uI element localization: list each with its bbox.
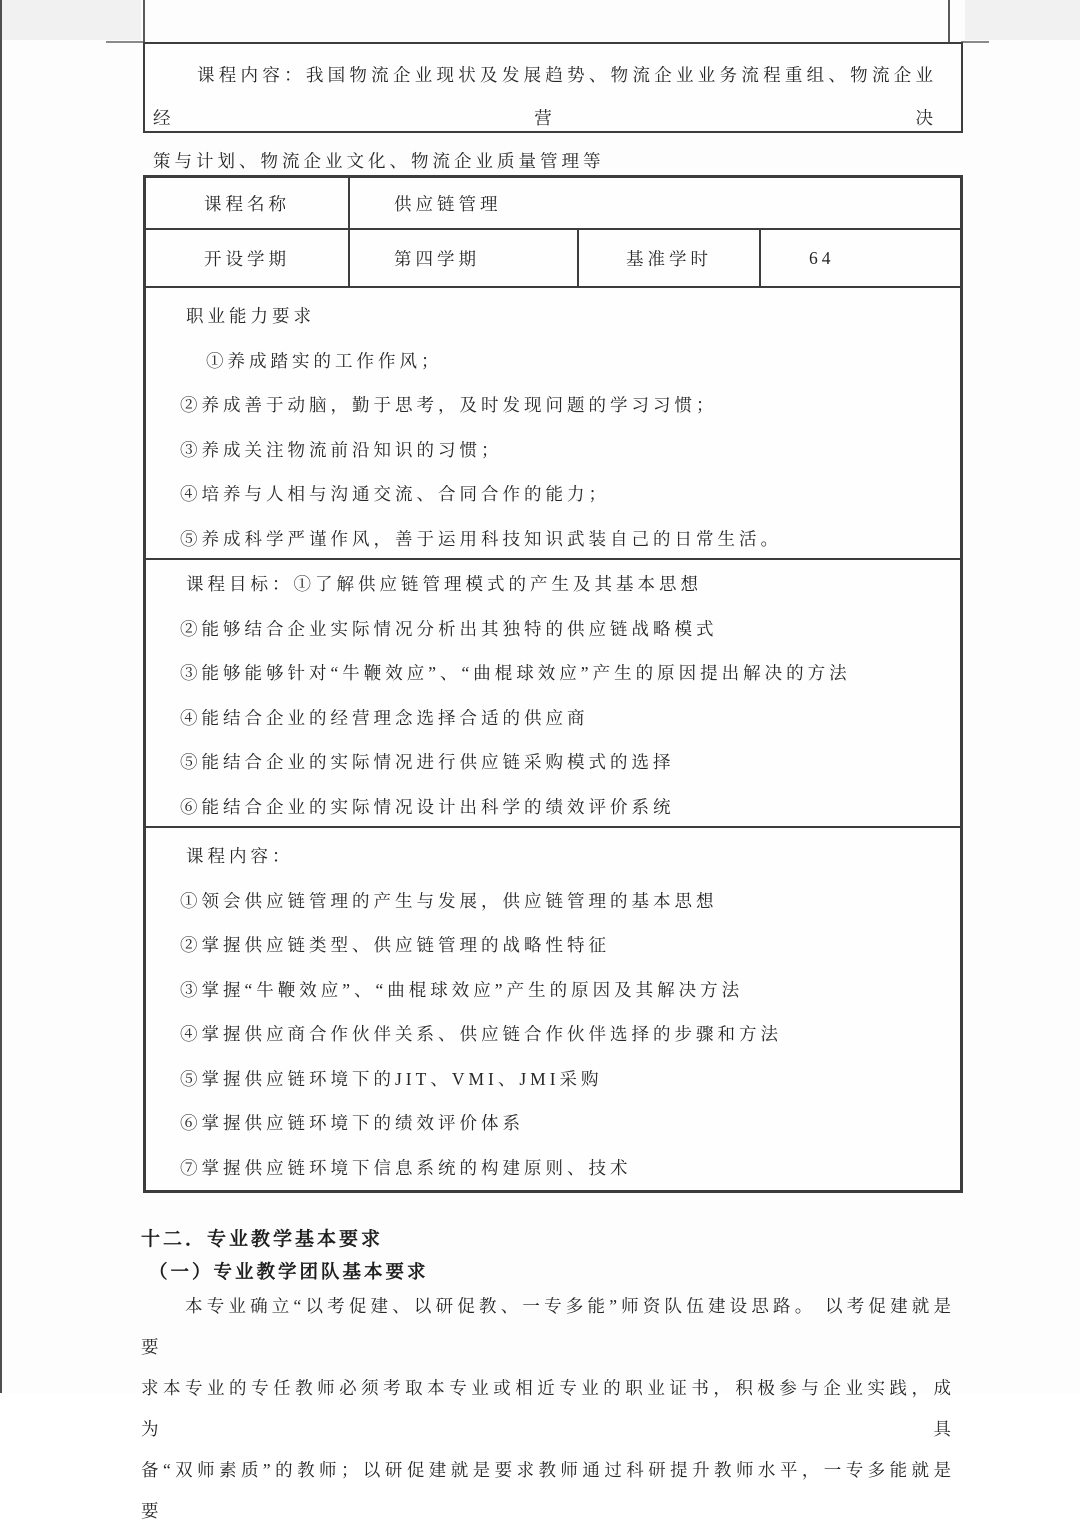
- content-item: ④掌握供应商合作伙伴关系、供应链合作伙伴选择的步骤和方法: [180, 1024, 782, 1044]
- ability-item: ④培养与人相与沟通交流、合同合作的能力；: [180, 484, 610, 504]
- paragraph-line: 求本专业的专任教师必须考取本专业或相近专业的职业证书，积极参与企业实践，成为具: [141, 1378, 955, 1439]
- content-item: ⑦掌握供应链环境下信息系统的构建原则、技术: [180, 1157, 632, 1178]
- content-item: ②掌握供应链类型、供应链管理的战略性特征: [180, 935, 610, 955]
- content-item: ⑤掌握供应链环境下的JIT、VMI、JMI采购: [180, 1068, 603, 1089]
- semester-value: 第四学期: [350, 230, 579, 286]
- objectives-item: 课程目标：①了解供应链管理模式的产生及其基本思想: [186, 574, 702, 594]
- course-name-value: 供应链管理: [394, 193, 502, 214]
- scan-shade-top-right: [965, 0, 1080, 40]
- objectives-item: ③能够能够针对“牛鞭效应”、“曲棍球效应”产生的原因提出解决的方法: [180, 663, 851, 683]
- course-table: [143, 175, 963, 1193]
- objectives-item: ⑥能结合企业的实际情况设计出科学的绩效评价系统: [180, 796, 675, 817]
- content-item: ①领会供应链管理的产生与发展，供应链管理的基本思想: [180, 890, 718, 911]
- prev-course-content-box: [143, 42, 963, 171]
- hours-value: 64: [809, 247, 835, 268]
- content-section: [146, 826, 960, 1190]
- hours-label: 基准学时: [579, 230, 761, 286]
- objectives-item: ②能够结合企业实际情况分析出其独特的供应链战略模式: [180, 618, 718, 639]
- paragraph-line: 备“双师素质”的教师；以研促建就是要求教师通过科研提升教师水平，一专多能就是要: [141, 1460, 955, 1521]
- ability-item: ①养成踏实的工作作风；: [206, 350, 443, 371]
- content-item: ③掌握“牛鞭效应”、“曲棍球效应”产生的原因及其解决方法: [180, 979, 744, 1000]
- objectives-item: ④能结合企业的经营理念选择合适的供应商: [180, 707, 589, 728]
- scan-edge-line: [0, 0, 2, 1393]
- course-name-label: 课程名称: [146, 178, 350, 228]
- content-title: 课程内容：: [186, 846, 294, 866]
- objectives-section: [146, 558, 960, 826]
- content-item: ⑥掌握供应链环境下的绩效评价体系: [180, 1113, 524, 1133]
- border-overshoot-right: [961, 41, 989, 43]
- semester-hours-row: [146, 228, 960, 286]
- ability-item: ③养成关注物流前沿知识的习惯；: [180, 439, 503, 460]
- semester-label: 开设学期: [146, 230, 350, 286]
- section-heading: 十二．专业教学基本要求: [141, 1229, 384, 1250]
- table-border-stub-right: [948, 0, 950, 44]
- paragraph-line: 本专业确立“以考促建、以研促教、一专多能”师资队伍建设思路。 以考促建就是要: [141, 1296, 955, 1357]
- border-overshoot-left: [106, 41, 143, 43]
- body-paragraph: [141, 1286, 955, 1532]
- course-name-row: [146, 178, 960, 228]
- text-line: 策与计划、物流企业文化、物流企业质量管理等: [153, 151, 605, 171]
- ability-title: 职业能力要求: [186, 306, 315, 326]
- scan-shade-top-left: [2, 0, 141, 40]
- text-line: 课程内容：我国物流企业现状及发展趋势、物流企业业务流程重组、物流企业经营决: [153, 65, 937, 128]
- ability-section: [146, 286, 960, 558]
- table-border-stub-left: [143, 0, 145, 44]
- ability-item: ⑤养成科学严谨作风，善于运用科技知识武装自己的日常生活。: [180, 528, 782, 549]
- objectives-item: ⑤能结合企业的实际情况进行供应链采购模式的选择: [180, 752, 675, 772]
- subsection-heading: （一）专业教学团队基本要求: [149, 1263, 429, 1283]
- ability-item: ②养成善于动脑，勤于思考，及时发现问题的学习习惯；: [180, 395, 718, 415]
